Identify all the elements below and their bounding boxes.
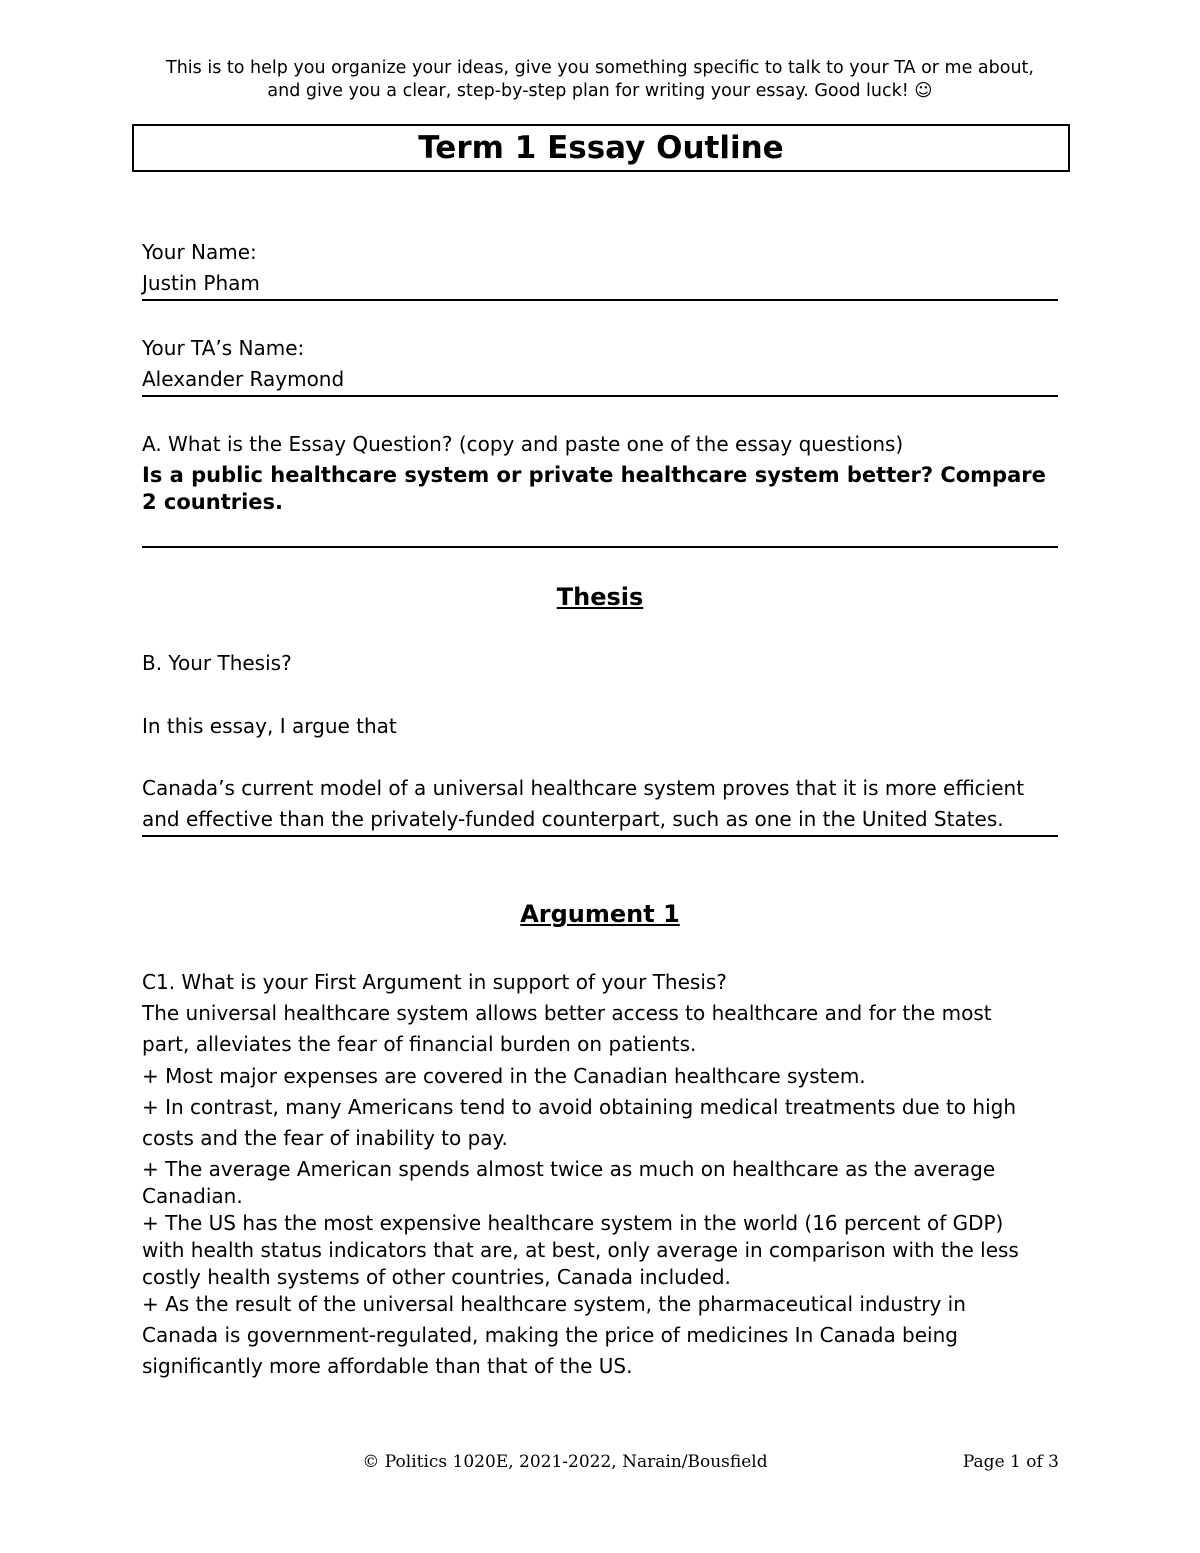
thesis-line-1: Canada’s current model of a universal healthcare system proves that it is more efficient [142, 776, 1025, 800]
name-field: Justin Pham [142, 268, 1058, 301]
argument-line: + The US has the most expensive healthcare system in the world (16 percent of GDP) [142, 1211, 1004, 1235]
intro-line-2: and give you a clear, step-by-step plan for writing your essay. Good luck! ☺ [267, 81, 933, 101]
ta-field: Alexander Raymond [142, 364, 1058, 397]
argument-line: Canadian. [142, 1184, 243, 1208]
name-label: Your Name: [142, 240, 257, 264]
footer-copyright: © Politics 1020E, 2021-2022, Narain/Bousfield [362, 1452, 768, 1472]
thesis-text [142, 773, 1058, 837]
argument-line: significantly more affordable than that of the US. [142, 1354, 633, 1378]
argument-line: + As the result of the universal healthcare system, the pharmaceutical industry in [142, 1292, 966, 1316]
question-line-1: Is a public healthcare system or private healthcare system better? Compare [142, 463, 1046, 487]
thesis-lead: In this essay, I argue that [142, 714, 397, 738]
argument-line: Canada is government-regulated, making the price of medicines In Canada being [142, 1323, 958, 1347]
argument-1-label: C1. What is your First Argument in support of your Thesis? [142, 970, 727, 994]
argument-line: + Most major expenses are covered in the Canadian healthcare system. [142, 1064, 866, 1088]
argument-line: The universal healthcare system allows better access to healthcare and for the most [142, 1001, 992, 1025]
question-answer-line [142, 546, 1058, 548]
question-line-2: 2 countries. [142, 490, 284, 514]
argument-line: + In contrast, many Americans tend to avoid obtaining medical treatments due to high [142, 1095, 1016, 1119]
argument-1-heading: Argument 1 [520, 900, 680, 928]
argument-line: costly health systems of other countries, Canada included. [142, 1265, 731, 1289]
intro-text [0, 57, 1200, 103]
ta-label: Your TA’s Name: [142, 336, 305, 360]
thesis-heading: Thesis [556, 583, 644, 611]
argument-line: with health status indicators that are, at best, only average in comparison with the less [142, 1238, 1019, 1262]
argument-line: costs and the fear of inability to pay. [142, 1126, 508, 1150]
thesis-line-2: and effective than the privately-funded counterpart, such as one in the United States. [142, 807, 1004, 831]
argument-line: part, alleviates the fear of financial burden on patients. [142, 1032, 697, 1056]
thesis-label: B. Your Thesis? [142, 651, 292, 675]
question-label: A. What is the Essay Question? (copy and paste one of the essay questions) [142, 432, 904, 456]
question-text [142, 462, 1058, 516]
argument-line: + The average American spends almost twice as much on healthcare as the average [142, 1157, 996, 1181]
intro-line-1: This is to help you organize your ideas, give you something specific to talk to your TA or me about, [166, 58, 1034, 78]
footer-page-number: Page 1 of 3 [962, 1452, 1059, 1472]
document-title: Term 1 Essay Outline [132, 124, 1070, 172]
